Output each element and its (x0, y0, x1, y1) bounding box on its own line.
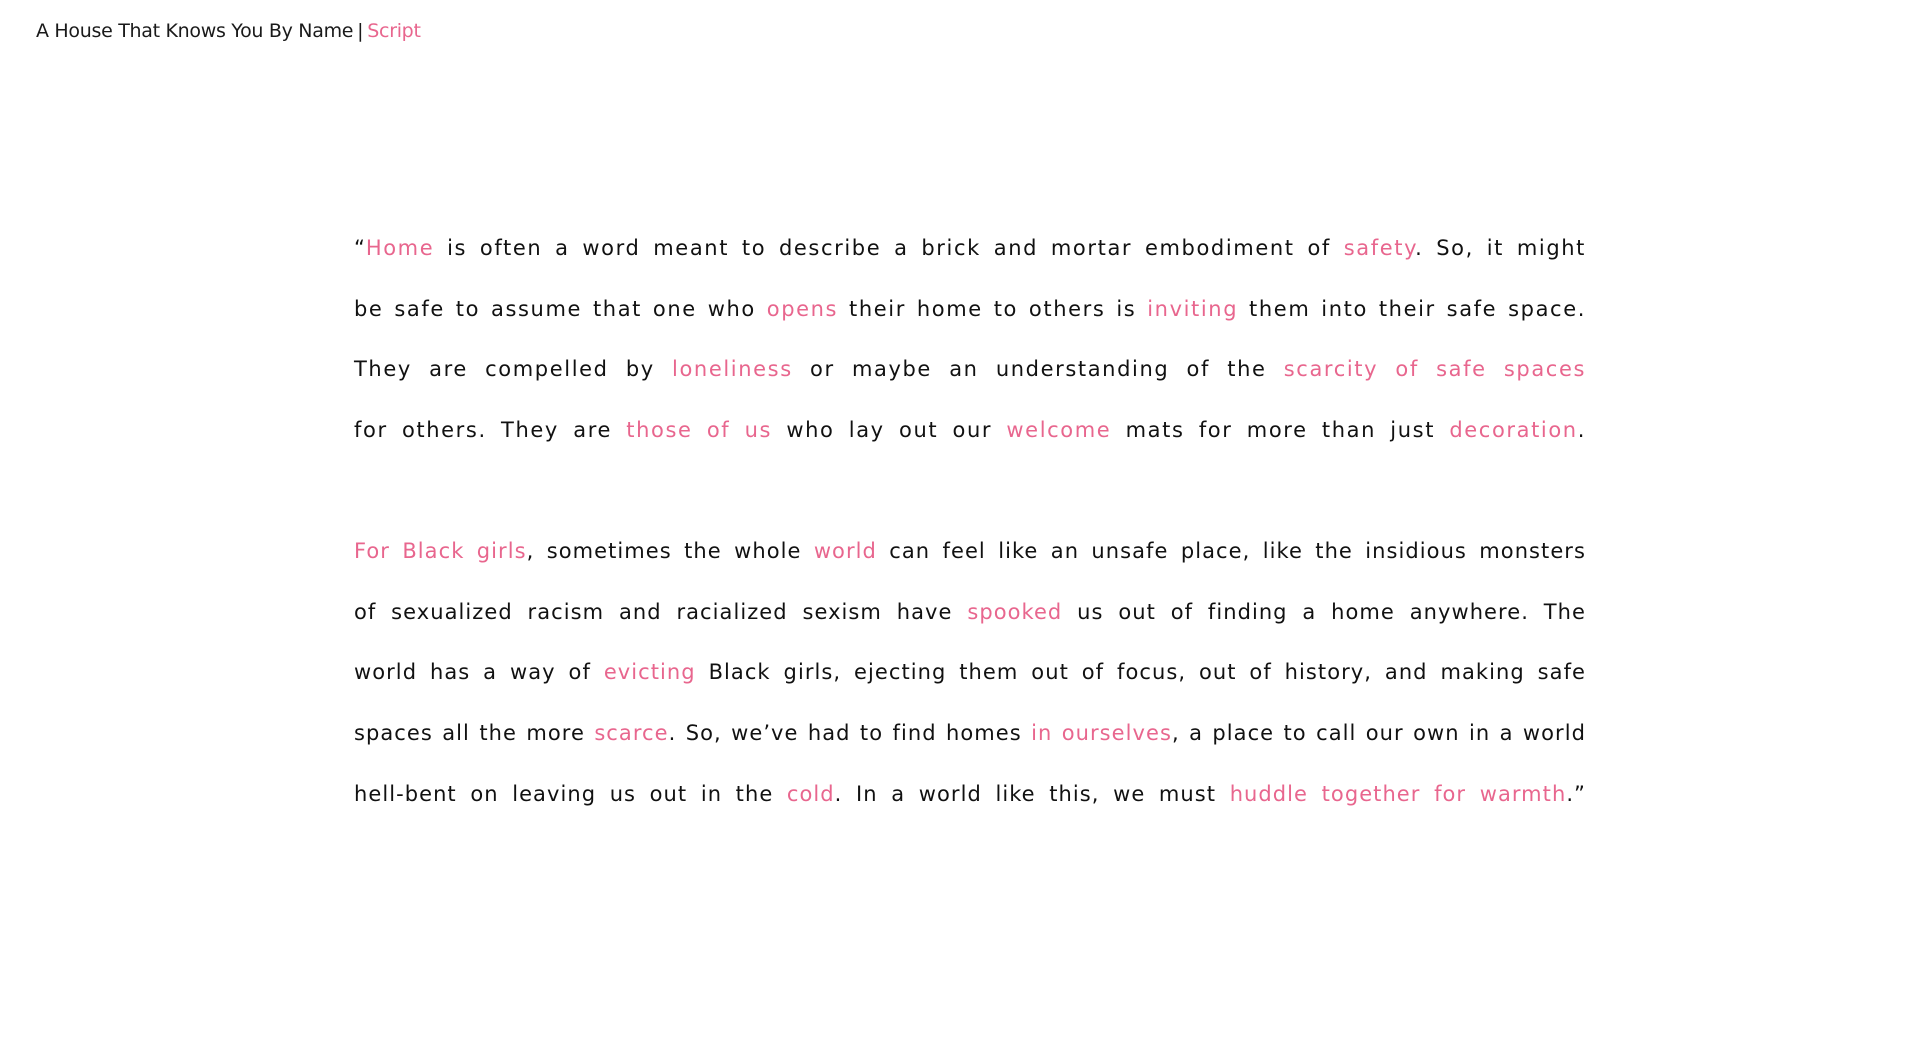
text-line (354, 642, 1586, 703)
body-text: “ (354, 236, 366, 260)
text-line (354, 582, 1586, 643)
body-text: us out of finding a home anywhere. The (1062, 599, 1586, 624)
body-text: is often a word meant to describe a brick and mortar embodiment of (434, 236, 1344, 260)
highlighted-word: opens (766, 296, 839, 321)
highlighted-word: inviting (1147, 296, 1239, 321)
body-text: .” (1566, 781, 1586, 806)
site-title[interactable]: A House That Knows You By Name (36, 20, 354, 42)
text-line (354, 279, 1586, 340)
highlighted-word: spooked (967, 599, 1063, 624)
body-text: Black girls, ejecting them out of focus, out of history, and making safe (695, 660, 1586, 685)
script-excerpt (354, 218, 1586, 824)
highlighted-word: evicting (603, 660, 696, 685)
body-text: . So, it might (1415, 236, 1586, 260)
paragraph-black-girls (354, 521, 1586, 825)
highlighted-word: scarce (594, 720, 669, 745)
text-line (354, 764, 1586, 825)
body-text: world has a way of (354, 660, 604, 685)
body-text: for others. They are (354, 418, 627, 443)
body-text: their home to others is (838, 296, 1148, 321)
body-text: . (1577, 418, 1586, 443)
site-header (36, 20, 421, 42)
body-text: who lay out our (772, 418, 1007, 443)
body-text: of sexualized racism and racialized sexism have (354, 599, 968, 624)
text-line (354, 703, 1586, 764)
highlighted-word: loneliness (672, 357, 793, 382)
body-text: can feel like an unsafe place, like the insidious monsters (876, 538, 1586, 563)
body-text: be safe to assume that one who (354, 296, 767, 321)
body-text: They are compelled by (354, 357, 673, 382)
text-line (354, 400, 1586, 461)
body-text: them into their safe space. (1238, 296, 1586, 321)
paragraph-home (354, 218, 1586, 461)
highlighted-word: cold (786, 781, 835, 806)
body-text: spaces all the more (354, 720, 595, 745)
highlighted-word: huddle together for warmth (1229, 781, 1567, 806)
body-text: mats for more than just (1111, 418, 1450, 443)
highlighted-word: those of us (626, 418, 773, 443)
text-line (354, 521, 1586, 582)
text-line (354, 339, 1586, 400)
body-text: hell-bent on leaving us out in the (354, 781, 787, 806)
section-link-script[interactable]: Script (367, 20, 421, 42)
title-separator: | (357, 20, 364, 42)
body-text: . So, we’ve had to find homes (668, 720, 1032, 745)
highlighted-word: in ourselves (1031, 720, 1172, 745)
body-text: or maybe an understanding of the (792, 357, 1284, 382)
highlighted-word: safety (1343, 236, 1416, 260)
body-text: . In a world like this, we must (834, 781, 1230, 806)
highlighted-word: welcome (1006, 418, 1112, 443)
highlighted-word: world (813, 538, 877, 563)
body-text: , sometimes the whole (526, 538, 814, 563)
highlighted-word: scarcity of safe spaces (1283, 357, 1587, 382)
highlighted-word: Home (365, 236, 435, 260)
text-line (354, 218, 1586, 279)
body-text: , a place to call our own in a world (1171, 720, 1586, 745)
highlighted-word: decoration (1449, 418, 1578, 443)
highlighted-word: For Black girls (354, 538, 527, 563)
